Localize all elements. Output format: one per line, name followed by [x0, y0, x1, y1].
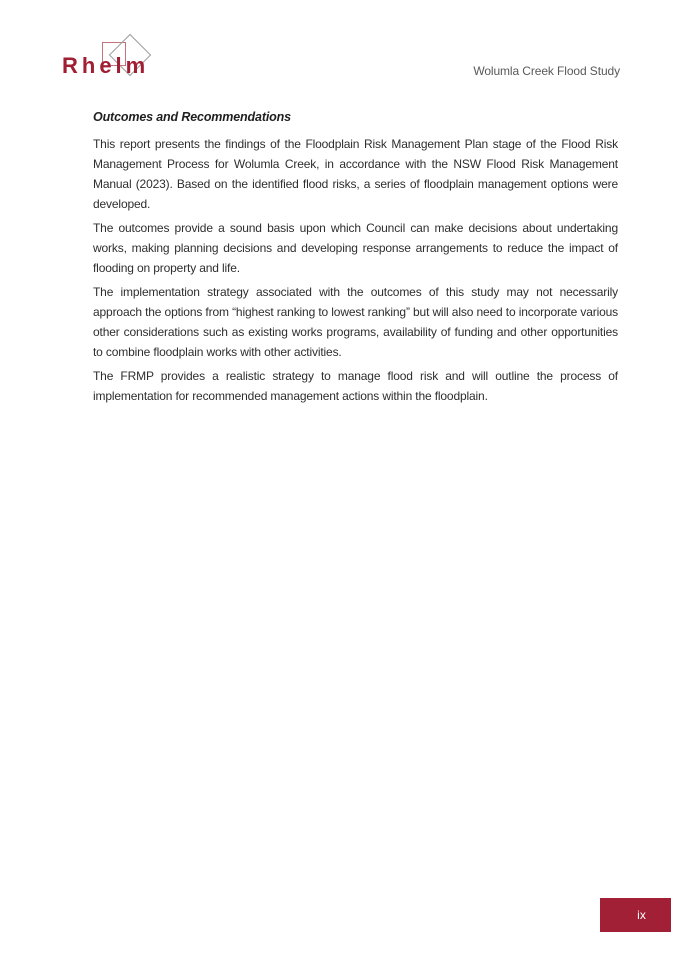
- page-content: [93, 106, 618, 410]
- paragraph: The implementation strategy associated with the outcomes of this study may not necessarily approach the options from “highest ranking to lowest ranking” but will also need to incorporate various other considerations such as existing works programs, availability of funding and other opportunities to combine floodplain works with other activities.: [93, 285, 618, 359]
- paragraph: The FRMP provides a realistic strategy to manage flood risk and will outline the process of implementation for recommended management actions within the floodplain.: [93, 369, 618, 403]
- logo-wordmark: Rhelm: [62, 53, 150, 78]
- page-number: ix: [637, 908, 646, 922]
- rhelm-logo: [57, 28, 187, 90]
- page-number-badge: [600, 898, 671, 932]
- paragraph: The outcomes provide a sound basis upon which Council can make decisions about undertaking works, making planning decisions and developing response arrangements to reduce the impact of flooding on property and life.: [93, 221, 618, 275]
- section-heading: Outcomes and Recommendations: [93, 110, 291, 124]
- paragraph: This report presents the findings of the Floodplain Risk Management Plan stage of the Flood Risk Management Process for Wolumla Creek, in accordance with the NSW Flood Risk Management Manual (2023). Based on the identified flood risks, a series of floodplain management options were developed.: [93, 137, 618, 211]
- document-title: Wolumla Creek Flood Study: [473, 64, 620, 78]
